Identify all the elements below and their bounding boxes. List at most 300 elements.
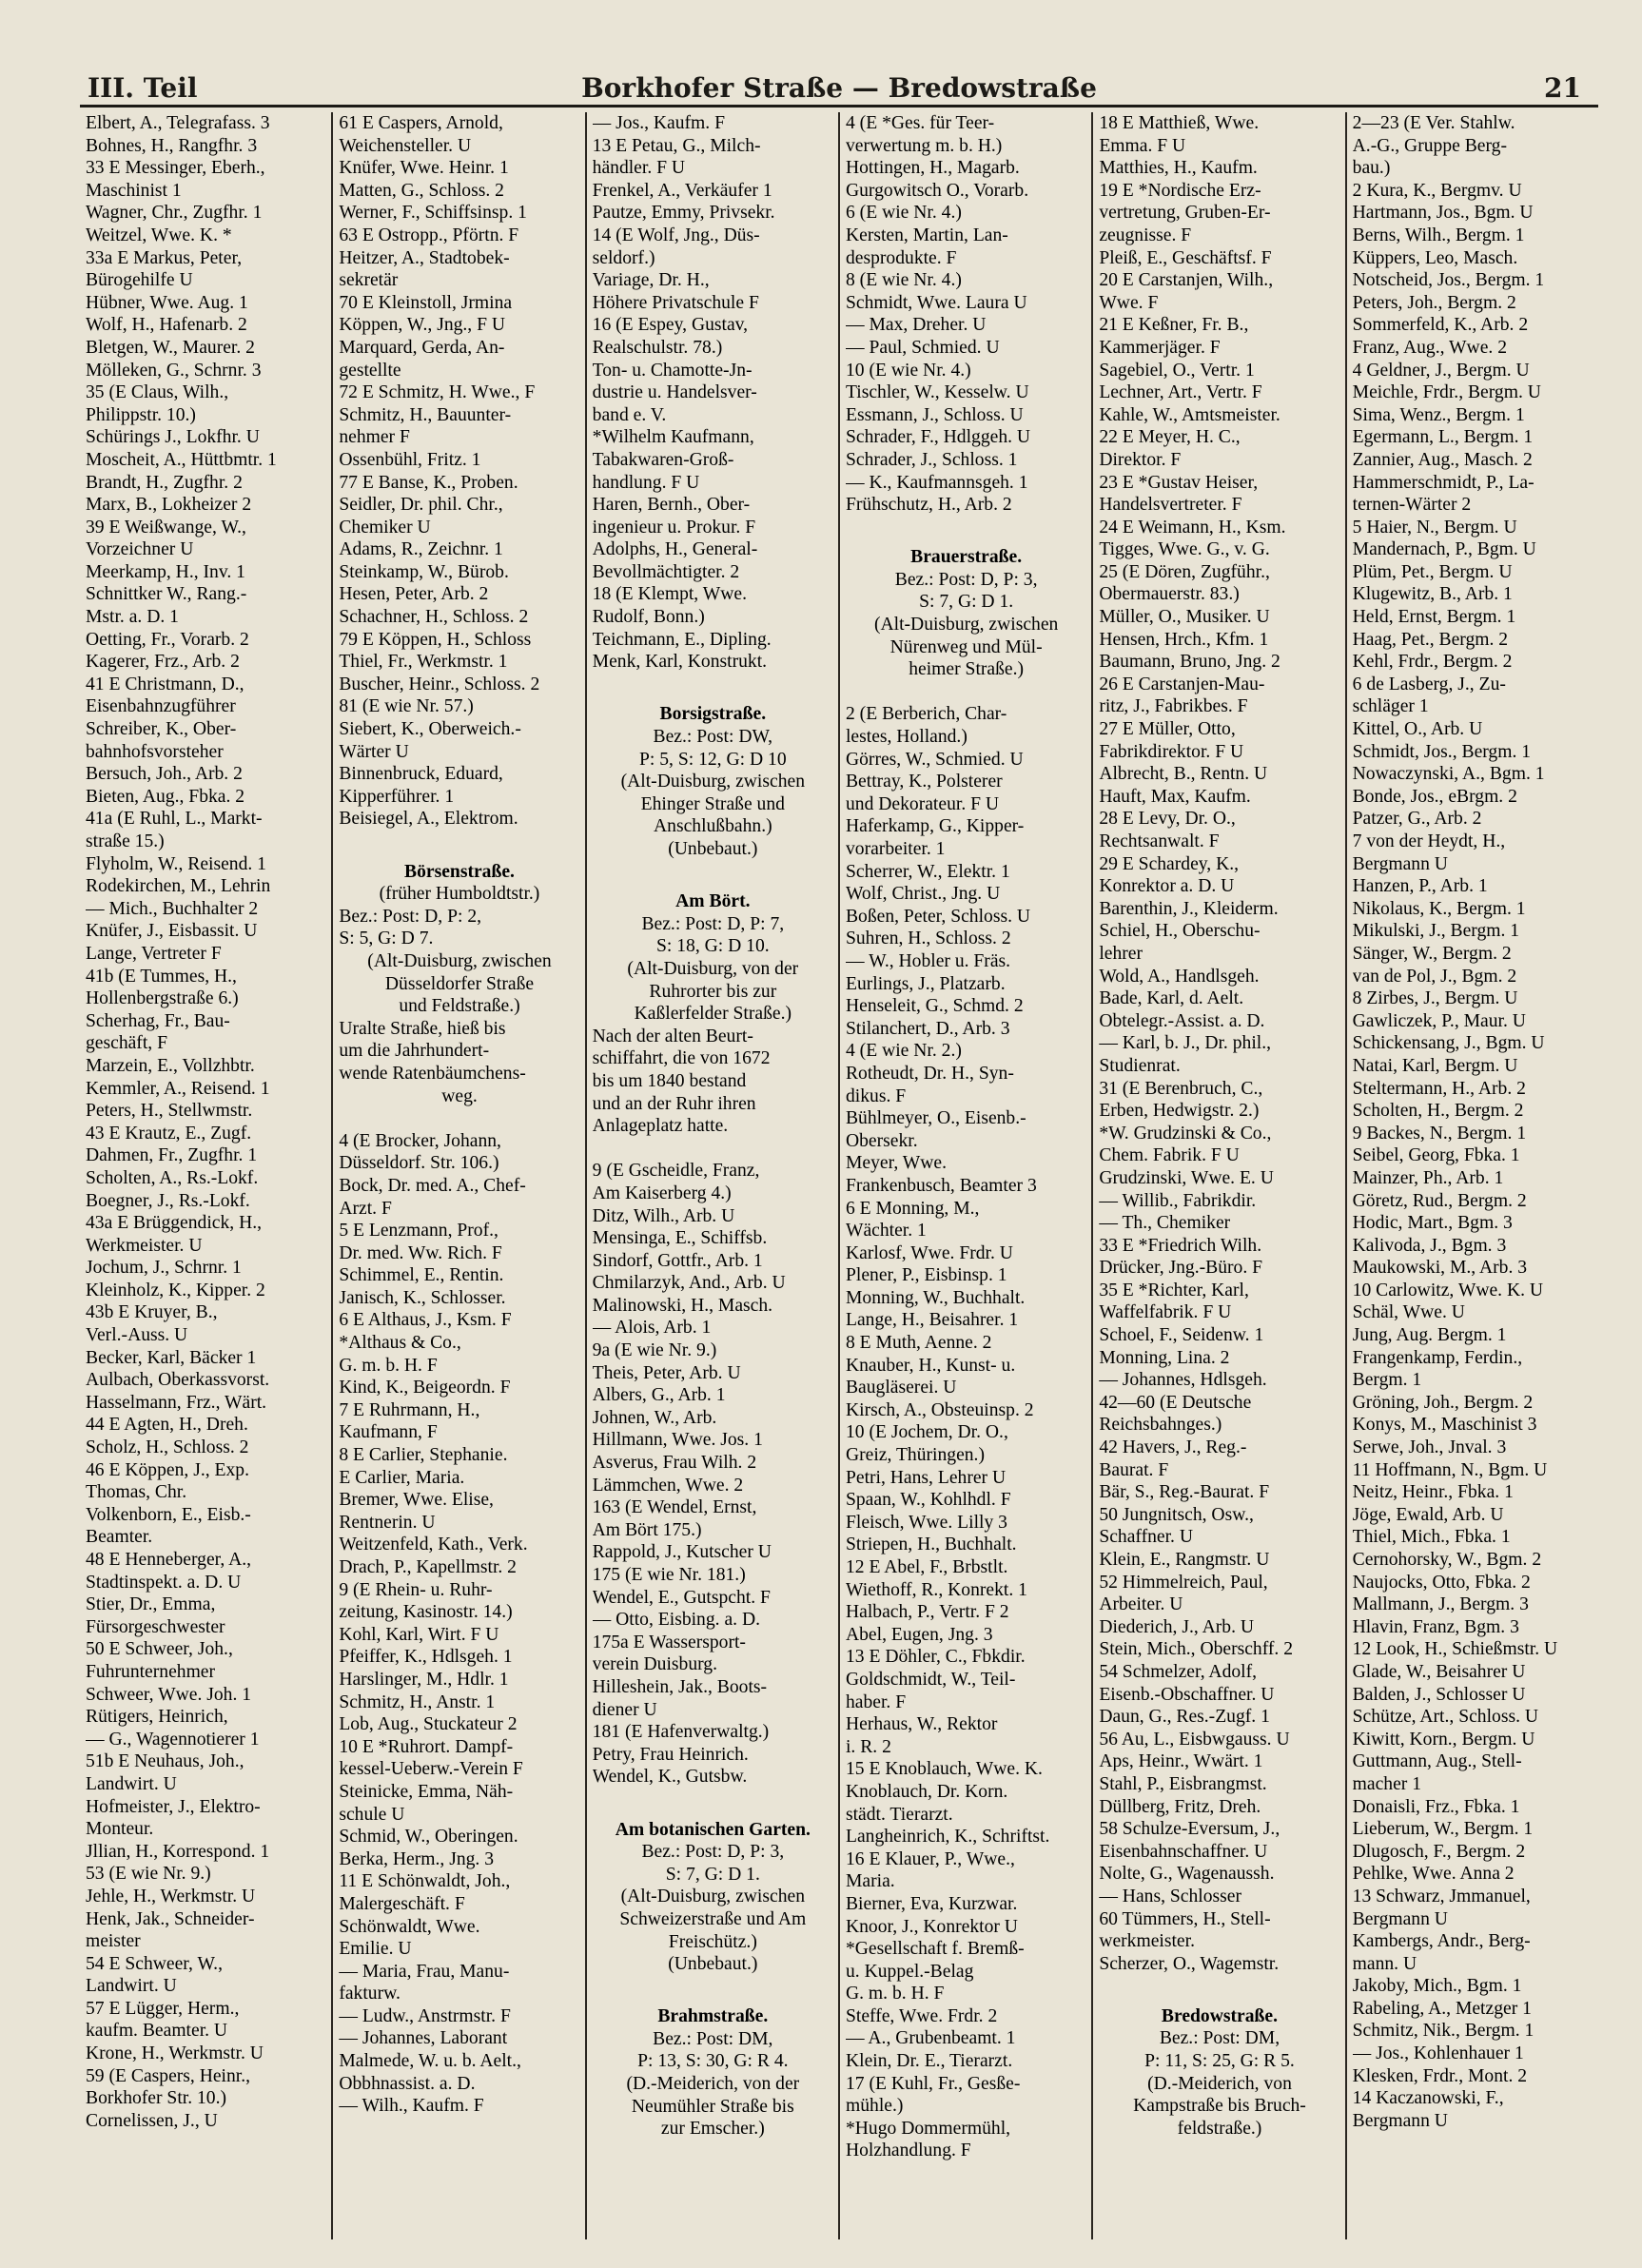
directory-entry: 4 (E Brocker, Johann, <box>339 1130 501 1151</box>
directory-entry: Küppers, Leo, Masch. <box>1352 247 1518 268</box>
directory-entry: Moscheit, A., Hüttbmtr. 1 <box>86 449 277 470</box>
directory-entry: u. Kuppel.-Belag <box>845 1961 974 1982</box>
directory-entry: 41 E Christmann, D., <box>86 674 244 694</box>
directory-entry: Klesken, Frdr., Mont. 2 <box>1352 2065 1528 2086</box>
directory-entry: zeugnisse. F <box>1099 225 1192 245</box>
directory-entry: Halbach, P., Vertr. F 2 <box>845 1602 1009 1623</box>
directory-entry: 27 E Müller, Otto, <box>1099 719 1236 740</box>
directory-entry: Malmede, W. u. b. Aelt., <box>339 2051 521 2072</box>
directory-entry: 24 E Weimann, H., Ksm. <box>1099 517 1286 538</box>
directory-entry: Landwirt. U <box>86 1976 177 1997</box>
directory-entry: verwertung m. b. H.) <box>845 135 1003 156</box>
directory-entry: 33 E Messinger, Eberh., <box>86 158 265 179</box>
directory-entry: Haren, Bernh., Ober- <box>592 495 751 516</box>
directory-entry: Pautze, Emmy, Privsekr. <box>592 203 775 224</box>
directory-entry: feldstraße.) <box>1177 2118 1262 2139</box>
directory-entry: Konys, M., Maschinist 3 <box>1352 1415 1537 1436</box>
directory-entry: 41a (E Ruhl, L., Markt- <box>86 809 263 830</box>
directory-entry: 15 E Knoblauch, Wwe. K. <box>845 1759 1043 1780</box>
directory-entry: S: 7, G: D 1. <box>665 1864 760 1885</box>
directory-entry: um die Jahrhundert- <box>339 1041 490 1062</box>
directory-entry: 21 E Keßner, Fr. B., <box>1099 315 1249 336</box>
directory-entry: 48 E Henneberger, A., <box>86 1550 252 1570</box>
directory-entry: Schachner, H., Schloss. 2 <box>339 607 529 628</box>
directory-entry: Aulbach, Oberkassvorst. <box>86 1370 270 1391</box>
directory-entry: Fleisch, Wwe. Lilly 3 <box>845 1512 1007 1533</box>
directory-entry: Siebert, K., Oberweich.- <box>339 719 521 740</box>
directory-entry: 54 Schmelzer, Adolf, <box>1099 1661 1258 1682</box>
directory-entry: Cernohorsky, W., Bgm. 2 <box>1352 1550 1542 1570</box>
directory-entry: städt. Tierarzt. <box>845 1804 953 1825</box>
directory-entry: 10 Carlowitz, Wwe. K. U <box>1352 1280 1544 1300</box>
directory-entry: Maschinist 1 <box>86 180 182 201</box>
directory-entry: Haferkamp, G., Kipper- <box>845 816 1025 837</box>
directory-entry: Schönwaldt, Wwe. <box>339 1916 480 1937</box>
directory-entry: Rodekirchen, M., Lehrin <box>86 876 271 897</box>
directory-entry: Weichensteller. U <box>339 135 472 156</box>
directory-entry: 163 (E Wendel, Ernst, <box>592 1497 757 1518</box>
directory-entry: Kambergs, Andr., Berg- <box>1352 1931 1531 1952</box>
page-header <box>80 67 1598 105</box>
directory-entry: Bade, Karl, d. Aelt. <box>1099 988 1244 1009</box>
directory-entry: Schäl, Wwe. U <box>1352 1302 1465 1323</box>
directory-entry: Knüfer, J., Eisbassit. U <box>86 921 258 942</box>
directory-entry: schiffahrt, die von 1672 <box>592 1048 771 1069</box>
directory-entry: Bez.: Post: D, P: 2, <box>339 906 482 927</box>
directory-entry: 14 Kaczanowski, F., <box>1352 2088 1504 2109</box>
directory-entry: Anlageplatz hatte. <box>592 1116 729 1137</box>
directory-entry: Gawliczek, P., Maur. U <box>1352 1010 1526 1031</box>
directory-entry: 13 Schwarz, Jmmanuel, <box>1352 1886 1531 1906</box>
directory-entry: Harslinger, M., Hdlr. 1 <box>339 1669 509 1690</box>
directory-entry: Variage, Dr. H., <box>592 270 710 291</box>
directory-entry: Marx, B., Lokheizer 2 <box>86 495 252 516</box>
directory-entry: 35 (E Claus, Wilh., <box>86 382 229 403</box>
directory-entry: Chmilarzyk, And., Arb. U <box>592 1273 786 1294</box>
directory-entry: Obbhnassist. a. D. <box>339 2073 476 2094</box>
directory-entry: (D.-Meiderich, von <box>1147 2073 1292 2094</box>
directory-entry: Schiel, H., Oberschu- <box>1099 921 1261 942</box>
directory-entry: Striepen, H., Buchhalt. <box>845 1535 1017 1555</box>
directory-entry: zur Emscher.) <box>660 2119 765 2140</box>
directory-entry: A.-G., Gruppe Berg- <box>1352 135 1507 156</box>
directory-entry: Glade, W., Beisahrer U <box>1352 1661 1526 1682</box>
directory-entry: 43b E Kruyer, B., <box>86 1302 218 1323</box>
directory-column <box>1347 112 1598 2239</box>
directory-entry: Mensinga, E., Schiffsb. <box>592 1228 768 1249</box>
directory-entry: 8 E Muth, Aenne. 2 <box>845 1333 992 1354</box>
directory-entry: Tigges, Wwe. G., v. G. <box>1099 539 1270 560</box>
directory-entry: Knüfer, Wwe. Heinr. 1 <box>339 158 509 179</box>
directory-entry: *Wilhelm Kaufmann, <box>592 427 754 448</box>
directory-entry: Spaan, W., Kohlhdl. F <box>845 1490 1011 1511</box>
directory-entry: Meyer, Wwe. <box>845 1153 948 1174</box>
directory-entry: Bergmann U <box>1352 1908 1448 1929</box>
directory-entry: Tabakwaren-Groß- <box>592 449 734 470</box>
directory-entry: Jehle, H., Werkmstr. U <box>86 1886 256 1906</box>
directory-entry: 63 E Ostropp., Pförtn. F <box>339 225 519 245</box>
directory-entry: Adolphs, H., General- <box>592 539 758 560</box>
directory-entry: Scholz, H., Schloss. 2 <box>86 1437 249 1458</box>
directory-entry: Schütze, Art., Schloss. U <box>1352 1707 1539 1728</box>
directory-entry: Nürenweg und Mül- <box>889 636 1043 657</box>
directory-entry: Wolf, H., Hafenarb. 2 <box>86 315 247 336</box>
directory-entry: und Dekorateur. F U <box>845 793 1000 814</box>
directory-entry: Wächter. 1 <box>845 1221 927 1242</box>
directory-entry: — Karl, b. J., Dr. phil., <box>1099 1033 1271 1054</box>
directory-entry: handlung. F U <box>592 472 700 493</box>
directory-entry: Nikolaus, K., Bergm. 1 <box>1352 898 1526 919</box>
directory-entry: Henk, Jak., Schneider- <box>86 1908 255 1929</box>
directory-entry: Fabrikdirektor. F U <box>1099 741 1244 762</box>
directory-entry: — Otto, Eisbing. a. D. <box>592 1610 760 1631</box>
directory-entry: Greiz, Thüringen.) <box>845 1445 985 1466</box>
directory-entry: 8 (E wie Nr. 4.) <box>845 270 962 291</box>
directory-entry: S: 7, G: D 1. <box>919 592 1014 613</box>
directory-entry: Steltermann, H., Arb. 2 <box>1352 1078 1526 1099</box>
directory-entry: Rudolf, Bonn.) <box>592 607 705 628</box>
directory-entry: werkmeister. <box>1099 1931 1195 1952</box>
directory-entry: schläger 1 <box>1352 696 1429 717</box>
directory-entry: Janisch, K., Schlosser. <box>339 1287 506 1308</box>
directory-entry: — Johannes, Hdlsgeh. <box>1099 1370 1267 1391</box>
directory-entry: Plener, P., Eisbinsp. 1 <box>845 1265 1007 1286</box>
directory-entry: 12 E Abel, F., Brbstlt. <box>845 1557 1008 1577</box>
directory-entry: weg. <box>441 1085 478 1106</box>
directory-entry: Schreiber, K., Ober- <box>86 719 237 740</box>
directory-entry: Erben, Hedwigstr. 2.) <box>1099 1101 1260 1122</box>
directory-entry: Frangenkamp, Ferdin., <box>1352 1347 1523 1368</box>
directory-entry: 43 E Krautz, E., Zugf. <box>86 1123 252 1144</box>
directory-entry: Petry, Frau Heinrich. <box>592 1744 749 1765</box>
directory-entry: 2 Kura, K., Bergmv. U <box>1352 180 1522 201</box>
directory-entry: Peters, Joh., Bergm. 2 <box>1352 292 1516 313</box>
directory-entry: Hofmeister, J., Elektro- <box>86 1796 261 1817</box>
directory-entry: Meichle, Frdr., Bergm. U <box>1352 382 1541 403</box>
directory-entry: Teichmann, E., Dipling. <box>592 629 772 650</box>
directory-entry: mühle.) <box>845 2096 904 2117</box>
directory-entry: 20 E Carstanjen, Wilh., <box>1099 270 1274 291</box>
directory-entry: 56 Au, L., Eisbwgauss. U <box>1099 1729 1290 1750</box>
directory-entry: nehmer F <box>339 427 410 448</box>
page-number: 21 <box>1544 72 1581 104</box>
directory-entry: Bez.: Post: D, P: 3, <box>894 569 1038 590</box>
directory-entry: 17 (E Kuhl, Fr., Gesße- <box>845 2073 1021 2094</box>
directory-entry: Wolf, Christ., Jng. U <box>845 884 1001 905</box>
directory-entry: Obermauerstr. 83.) <box>1099 584 1240 605</box>
directory-entry: Johnen, W., Arb. <box>592 1407 717 1428</box>
directory-entry: 60 Tümmers, H., Stell- <box>1099 1908 1271 1929</box>
directory-entry: Naujocks, Otto, Fbka. 2 <box>1352 1572 1531 1593</box>
directory-entry: Kahle, W., Amtsmeister. <box>1099 404 1280 425</box>
directory-entry: Pleiß, E., Geschäftsf. F <box>1099 247 1272 268</box>
directory-entry: Knoor, J., Konrektor U <box>845 1916 1018 1937</box>
directory-entry: 2—23 (E Ver. Stahlw. <box>1352 113 1515 133</box>
directory-entry: Natai, Karl, Bergm. U <box>1352 1055 1518 1076</box>
directory-entry: Lieberum, W., Bergm. 1 <box>1352 1819 1534 1840</box>
directory-entry: Malergeschäft. F <box>339 1893 465 1914</box>
directory-entry: Bock, Dr. med. A., Chef- <box>339 1175 526 1196</box>
directory-entry: P: 11, S: 25, G: R 5. <box>1144 2051 1295 2072</box>
directory-entry: 42 Havers, J., Reg.- <box>1099 1437 1247 1458</box>
street-heading: Börsenstraße. <box>404 861 515 882</box>
directory-entry: Oetting, Fr., Vorarb. 2 <box>86 629 249 650</box>
directory-entry: Fürsorgeschwester <box>86 1616 225 1637</box>
directory-entry: Jllian, H., Korrespond. 1 <box>86 1841 270 1862</box>
directory-entry: Holzhandlung. F <box>845 2141 971 2161</box>
street-heading: Am Bört. <box>675 891 751 912</box>
directory-entry: Langheinrich, K., Schriftst. <box>845 1827 1050 1848</box>
directory-entry: Hensen, Hrch., Kfm. 1 <box>1099 629 1269 650</box>
directory-entry <box>846 517 1086 539</box>
directory-entry: Patzer, G., Arb. 2 <box>1352 809 1482 830</box>
directory-entry: vertretung, Gruben-Er- <box>1099 203 1271 224</box>
directory-entry: Bez.: Post: D, P: 3, <box>641 1842 785 1863</box>
directory-entry: Egermann, L., Bergm. 1 <box>1352 427 1534 448</box>
directory-entry: diener U <box>592 1699 657 1720</box>
directory-entry: Kaufmann, F <box>339 1422 438 1443</box>
directory-entry: 10 E *Ruhrort. Dampf- <box>339 1736 514 1757</box>
directory-entry: Kampstraße bis Bruch- <box>1133 2096 1306 2117</box>
directory-entry: Menk, Karl, Konstrukt. <box>592 652 768 673</box>
directory-column <box>1093 112 1346 2239</box>
directory-entry: 13 E Petau, G., Milch- <box>592 135 761 156</box>
directory-entry: dustrie u. Handelsver- <box>592 382 757 403</box>
directory-entry: 6 (E wie Nr. 4.) <box>845 203 962 224</box>
directory-entry: 175 (E wie Nr. 181.) <box>592 1565 746 1585</box>
directory-entry: Stahl, P., Eisbrangmst. <box>1099 1773 1267 1794</box>
directory-entry: Höhere Privatschule F <box>592 292 759 313</box>
directory-entry: — Max, Dreher. U <box>845 315 987 336</box>
directory-entry: Thomas, Chr. <box>86 1482 187 1503</box>
directory-entry: — Maria, Frau, Manu- <box>339 1961 510 1982</box>
directory-entry: Klein, Dr. E., Tierarzt. <box>845 2051 1013 2072</box>
directory-entry: 12 Look, H., Schießmstr. U <box>1352 1639 1558 1660</box>
directory-entry: lestes, Holland.) <box>845 727 968 748</box>
directory-entry: Dr. med. Ww. Rich. F <box>339 1242 502 1263</box>
directory-entry: mann. U <box>1352 1953 1417 1974</box>
directory-entry: Schmid, W., Oberingen. <box>339 1827 518 1848</box>
directory-entry: Schimmel, E., Rentin. <box>339 1265 504 1286</box>
directory-entry: Grudzinski, Wwe. E. U <box>1099 1167 1274 1188</box>
directory-entry: heimer Straße.) <box>909 659 1025 680</box>
directory-entry: Kemmler, A., Reisend. 1 <box>86 1078 270 1099</box>
directory-entry: 6 de Lasberg, J., Zu- <box>1352 674 1506 694</box>
directory-entry: Stadtinspekt. a. D. U <box>86 1572 242 1593</box>
directory-entry: Sommerfeld, K., Arb. 2 <box>1352 315 1529 336</box>
directory-entry: Cornelissen, J., U <box>86 2110 218 2131</box>
directory-entry: Baumann, Bruno, Jng. 2 <box>1099 652 1280 673</box>
directory-entry: Schmitz, H., Anstr. 1 <box>339 1691 496 1712</box>
directory-entry: 14 (E Wolf, Jng., Düs- <box>592 225 760 245</box>
directory-entry: Suhren, H., Schloss. 2 <box>845 929 1011 949</box>
directory-entry: Rotheudt, Dr. H., Syn- <box>845 1063 1014 1084</box>
directory-entry: zeitung, Kasinostr. 14.) <box>339 1602 513 1623</box>
directory-entry: Schnittker W., Rang.- <box>86 584 247 605</box>
directory-entry: 13 E Döhler, C., Fbkdir. <box>845 1647 1026 1668</box>
directory-entry: Drach, P., Kapellmstr. 2 <box>339 1557 517 1577</box>
directory-entry: Buscher, Heinr., Schloss. 2 <box>339 674 540 694</box>
directory-entry: 4 Geldner, J., Bergm. U <box>1352 360 1530 381</box>
directory-entry: Verl.-Auss. U <box>86 1325 188 1346</box>
directory-entry: Handelsvertreter. F <box>1099 495 1242 516</box>
directory-entry: Krone, H., Werkmstr. U <box>86 2043 264 2064</box>
directory-entry: Waffelfabrik. F U <box>1099 1302 1232 1323</box>
directory-entry: Dlugosch, F., Bergm. 2 <box>1352 1841 1526 1862</box>
directory-entry: 11 E Schönwaldt, Joh., <box>339 1871 511 1892</box>
directory-entry: Schmidt, Jos., Bergm. 1 <box>1352 741 1532 762</box>
directory-entry: ingenieur u. Prokur. F <box>592 517 756 538</box>
directory-entry: — Johannes, Laborant <box>339 2028 508 2049</box>
street-heading: Borsigstraße. <box>659 704 767 725</box>
directory-entry: 9 (E Rhein- u. Ruhr- <box>339 1579 493 1600</box>
directory-entry: 61 E Caspers, Arnold, <box>339 113 503 133</box>
directory-entry: Seibel, Georg, Fbka. 1 <box>1352 1145 1520 1166</box>
directory-entry: Petri, Hans, Lehrer U <box>845 1467 1007 1488</box>
directory-entry: Frenkel, A., Verkäufer 1 <box>592 180 772 201</box>
directory-entry: P: 5, S: 12, G: D 10 <box>639 749 787 770</box>
directory-entry: Flyholm, W., Reisend. 1 <box>86 853 266 874</box>
directory-entry: gestellte <box>339 360 401 381</box>
directory-entry: Ton- u. Chamotte-Jn- <box>592 360 753 381</box>
directory-entry: 175a E Wassersport- <box>592 1632 746 1652</box>
directory-entry: Baugläserei. U <box>845 1378 957 1398</box>
directory-entry: Rütigers, Heinrich, <box>86 1707 228 1728</box>
directory-entry: Schrader, F., Hdlggeh. U <box>845 427 1031 448</box>
directory-entry: Henseleit, G., Schmd. 2 <box>845 996 1024 1017</box>
directory-entry: ternen-Wärter 2 <box>1352 495 1472 516</box>
directory-entry: Binnenbruck, Eduard, <box>339 764 503 785</box>
directory-entry: Klugewitz, B., Arb. 1 <box>1352 584 1513 605</box>
directory-entry: Ehinger Straße und <box>640 793 785 814</box>
directory-entry: — Wilh., Kaufm. F <box>339 2096 484 2117</box>
directory-entry: Bremer, Wwe. Elise, <box>339 1490 494 1511</box>
directory-entry: Kipperführer. 1 <box>339 786 455 807</box>
directory-entry: Bez.: Post: DM, <box>653 2028 773 2049</box>
directory-entry: Held, Ernst, Bergm. 1 <box>1352 607 1516 628</box>
directory-entry: (Alt-Duisburg, zwischen <box>873 615 1059 635</box>
directory-entry: Kagerer, Frz., Arb. 2 <box>86 652 240 673</box>
directory-entry: 50 Jungnitsch, Osw., <box>1099 1504 1254 1525</box>
directory-entry: Mandernach, P., Bgm. U <box>1352 539 1536 560</box>
directory-entry: Thiel, Fr., Werkmstr. 1 <box>339 652 508 673</box>
directory-entry: Bergmann U <box>1352 2110 1448 2131</box>
directory-entry: 4 (E wie Nr. 2.) <box>845 1041 962 1062</box>
directory-entry: Kaßlerfelder Straße.) <box>634 1004 792 1025</box>
directory-entry: bau.) <box>1352 158 1391 179</box>
directory-entry: Eisenbahnschaffner. U <box>1099 1841 1268 1862</box>
directory-entry: G. m. b. H. F <box>845 1984 945 2004</box>
directory-entry: Heitzer, A., Stadtobek- <box>339 247 510 268</box>
directory-entry: Kleinholz, K., Kipper. 2 <box>86 1280 265 1300</box>
directory-entry: Marquard, Gerda, An- <box>339 337 505 358</box>
directory-entry <box>593 1976 833 1999</box>
directory-entry: Bergm. 1 <box>1352 1370 1422 1391</box>
directory-entry: Serwe, Joh., Jnval. 3 <box>1352 1437 1507 1458</box>
directory-entry: 77 E Banse, K., Proben. <box>339 472 518 493</box>
directory-entry: Realschulstr. 78.) <box>592 337 723 358</box>
directory-entry: Wendel, K., Gutsbw. <box>592 1767 748 1788</box>
directory-entry: Chemiker U <box>339 517 431 538</box>
directory-entry: Fuhrunternehmer <box>86 1661 216 1682</box>
directory-column <box>80 112 333 2239</box>
directory-entry: Lechner, Art., Vertr. F <box>1099 382 1262 403</box>
directory-entry: Schmidt, Wwe. Laura U <box>845 292 1027 313</box>
directory-entry: 70 E Kleinstoll, Jrmina <box>339 292 513 313</box>
directory-entry: Kittel, O., Arb. U <box>1352 719 1483 740</box>
directory-entry: Schmitz, Nik., Bergm. 1 <box>1352 2021 1534 2042</box>
directory-entry: meister <box>86 1931 141 1952</box>
directory-entry: Volkenborn, E., Eisb.- <box>86 1504 251 1525</box>
directory-entry: Berka, Herm., Jng. 3 <box>339 1848 495 1869</box>
directory-entry: Steinkamp, W., Bürob. <box>339 561 509 582</box>
directory-entry: Stein, Mich., Oberschff. 2 <box>1099 1639 1294 1660</box>
directory-entry: Göretz, Rud., Bergm. 2 <box>1352 1190 1527 1211</box>
directory-entry: Brandt, H., Zugfhr. 2 <box>86 472 243 493</box>
directory-entry: Boegner, J., Rs.-Lokf. <box>86 1190 250 1211</box>
directory-entry: 42—60 (E Deutsche <box>1099 1392 1252 1413</box>
directory-entry: Lange, Vertreter F <box>86 943 222 964</box>
directory-entry: Bergmann U <box>1352 853 1448 874</box>
directory-entry: kaufm. Beamter. U <box>86 2021 228 2042</box>
directory-entry <box>593 1138 833 1161</box>
directory-entry: Konrektor a. D. U <box>1099 876 1235 897</box>
directory-entry: — Willib., Fabrikdir. <box>1099 1190 1257 1211</box>
directory-entry: Jung, Aug. Bergm. 1 <box>1352 1325 1507 1346</box>
directory-entry: Herhaus, W., Rektor <box>845 1714 998 1735</box>
directory-entry: Düllberg, Fritz, Dreh. <box>1099 1796 1261 1817</box>
directory-entry: Monning, Lina. 2 <box>1099 1347 1230 1368</box>
directory-entry: Bierner, Eva, Kurzwar. <box>845 1893 1018 1914</box>
directory-entry: Freischütz.) <box>668 1931 757 1952</box>
directory-entry: Bonde, Jos., eBrgm. 2 <box>1352 786 1517 807</box>
directory-entry: Balden, J., Schlosser U <box>1352 1684 1526 1705</box>
directory-entry: Scherhag, Fr., Bau- <box>86 1010 230 1031</box>
directory-entry: Monteur. <box>86 1819 154 1840</box>
directory-entry: Kehl, Frdr., Bergm. 2 <box>1352 652 1513 673</box>
directory-entry: Notscheid, Jos., Bergm. 1 <box>1352 270 1545 291</box>
directory-entry: Drücker, Jng.-Büro. F <box>1099 1258 1263 1279</box>
directory-entry: Schweer, Wwe. Joh. 1 <box>86 1684 252 1705</box>
directory-entry: 79 E Köppen, H., Schloss <box>339 629 532 650</box>
directory-entry: haber. F <box>845 1691 907 1712</box>
directory-entry: bis um 1840 bestand <box>592 1070 747 1091</box>
directory-entry: Eisenbahnzugführer <box>86 696 236 717</box>
directory-entry: (Unbebaut.) <box>668 1954 758 1975</box>
directory-entry: Rentnerin. U <box>339 1512 436 1533</box>
directory-entry: Hasselmann, Frz., Wärt. <box>86 1392 267 1413</box>
directory-entry: 11 Hoffmann, N., Bgm. U <box>1352 1459 1548 1480</box>
directory-entry: straße 15.) <box>86 831 165 851</box>
directory-entry: Kammerjäger. F <box>1099 337 1221 358</box>
directory-entry: Jöge, Ewald, Arb. U <box>1352 1504 1504 1525</box>
directory-entry: Jakoby, Mich., Bgm. 1 <box>1352 1976 1522 1997</box>
directory-entry: Schweizerstraße und Am <box>619 1908 807 1929</box>
directory-entry: Wwe. F <box>1099 292 1159 313</box>
directory-entry: 9 Backes, N., Bergm. 1 <box>1352 1123 1527 1144</box>
directory-entry: 23 E *Gustav Heiser, <box>1099 472 1259 493</box>
directory-column <box>587 112 840 2239</box>
street-heading: Bredowstraße. <box>1161 2005 1279 2026</box>
directory-entry: Ruhrorter bis zur <box>649 981 777 1002</box>
directory-entry: verein Duisburg. <box>592 1654 717 1675</box>
directory-entry: Schoel, F., Seidenw. 1 <box>1099 1325 1264 1346</box>
directory-entry: 41b (E Tummes, H., <box>86 966 237 987</box>
directory-entry: van de Pol, J., Bgm. 2 <box>1352 966 1517 987</box>
directory-entry: Werkmeister. U <box>86 1235 203 1256</box>
directory-entry: 9a (E wie Nr. 9.) <box>592 1340 717 1361</box>
directory-entry: Neumühler Straße bis <box>631 2096 794 2117</box>
